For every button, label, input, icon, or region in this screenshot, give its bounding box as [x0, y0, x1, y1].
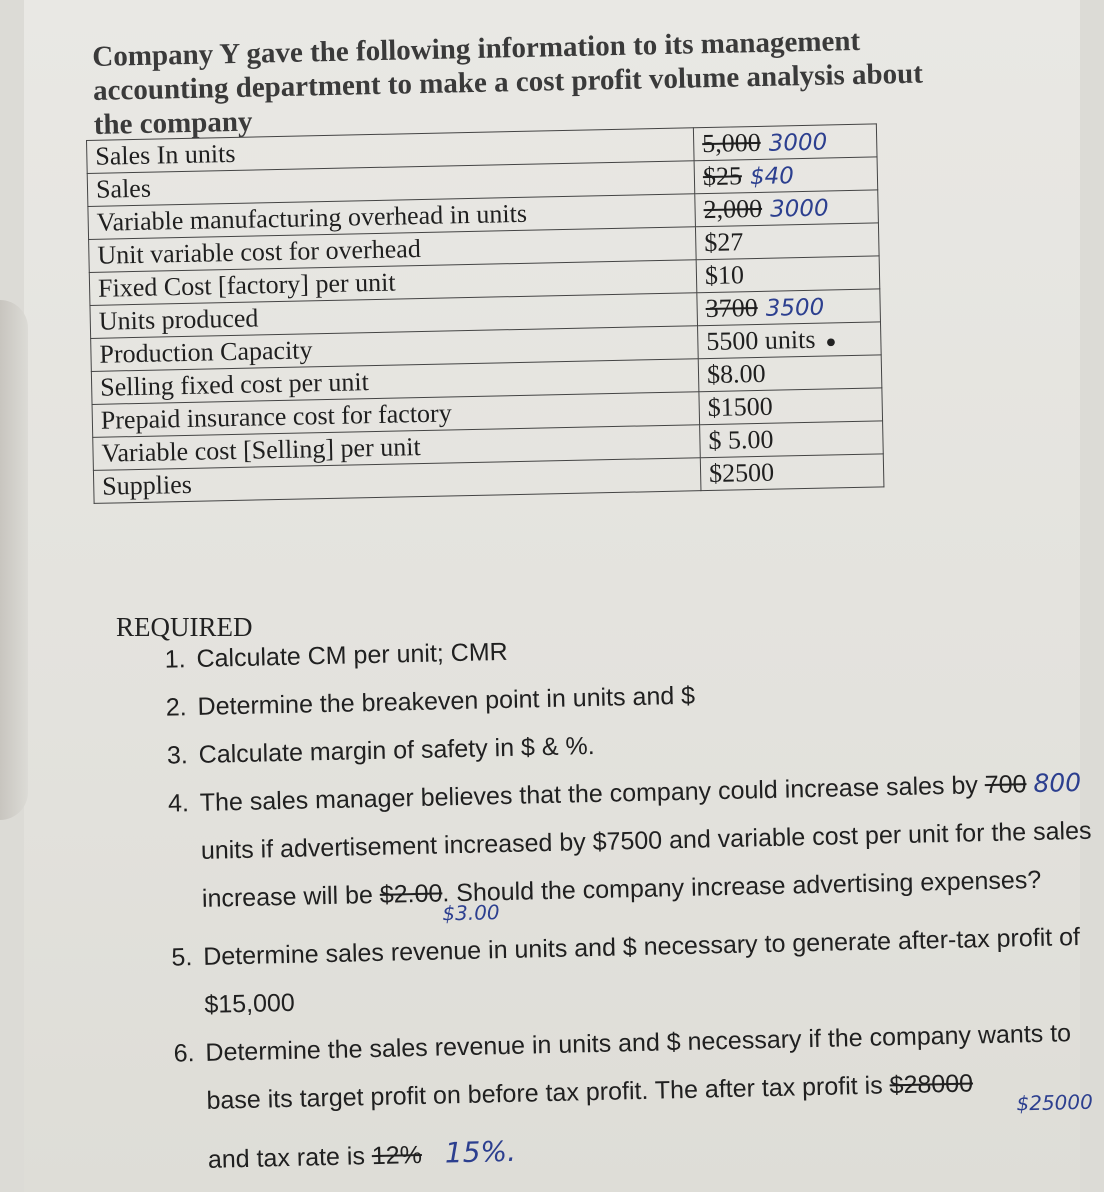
- row-value: [700, 454, 884, 491]
- row-value: [695, 223, 879, 260]
- struck-profit: $28000: [889, 1069, 974, 1100]
- info-table: [86, 123, 884, 503]
- row-label: Units produced: [90, 293, 698, 339]
- value-text: 3700: [705, 292, 758, 324]
- row-label: Variable manufacturing overhead in units: [88, 194, 696, 240]
- row-value: [698, 322, 882, 359]
- handwritten-correction: 3000: [769, 195, 829, 223]
- required-list: [150, 615, 1104, 1185]
- value-text: 2,000: [703, 193, 763, 225]
- row-label: Sales: [87, 161, 695, 207]
- row-label: Prepaid insurance cost for factory: [92, 392, 700, 438]
- struck-tax: 12%: [371, 1140, 423, 1171]
- question-1: 1. Calculate CM per unit; CMR: [192, 615, 1093, 683]
- value-text: $1500: [707, 391, 774, 423]
- row-value: [696, 256, 880, 293]
- intro-text: Company Y gave the following information to its management accounting department to make a cost profit volume analysis about the company: [92, 24, 924, 141]
- row-label: Variable cost [Selling] per unit: [93, 425, 701, 471]
- question-5: 5. Determine sales revenue in units and $ necessary to generate after-tax profit of $15,000: [199, 913, 1101, 1029]
- question-2: 2. Determine the breakeven point in units and $: [193, 663, 1094, 731]
- handwritten-increase: 800: [1033, 767, 1082, 798]
- value-text: $25: [702, 161, 743, 192]
- row-label: Unit variable cost for overhead: [89, 227, 697, 273]
- row-value: [693, 124, 877, 161]
- ink-dot-icon: ●: [825, 331, 837, 352]
- question-3: 3. Calculate margin of safety in $ & %.: [194, 711, 1095, 779]
- handwritten-profit: $25000: [1016, 1089, 1094, 1116]
- row-label: Supplies: [93, 458, 701, 504]
- value-text: $8.00: [706, 358, 766, 390]
- handwritten-correction: $40: [749, 163, 795, 191]
- handwritten-tax: 15%.: [444, 1134, 517, 1170]
- row-value: [694, 157, 878, 194]
- handwritten-correction: 3500: [765, 294, 825, 322]
- row-label: Selling fixed cost per unit: [91, 359, 699, 405]
- value-text: $10: [704, 260, 745, 291]
- row-value: [699, 388, 883, 425]
- handwritten-price: $3.00: [442, 900, 500, 926]
- row-value: [698, 355, 882, 392]
- finger-shadow: [0, 300, 28, 820]
- value-text: $2500: [708, 457, 775, 489]
- row-value: [700, 421, 884, 458]
- required-heading: REQUIRED: [116, 612, 253, 642]
- question-4: 4. The sales manager believes that the company could increase sales by 700 800 units if advertisement increased by $7500 and variable cost per unit for the sales increase will be $2.00. Should the company increase advertising expenses? $3.00: [195, 759, 1098, 933]
- row-value: [697, 289, 881, 326]
- value-text: 5500 units: [706, 324, 816, 357]
- row-label: Production Capacity: [91, 326, 699, 372]
- value-text: 5,000: [701, 127, 762, 159]
- row-label: Fixed Cost [factory] per unit: [89, 260, 697, 306]
- question-6: 6. Determine the sales revenue in units and $ necessary if the company wants to base its target profit on before tax profit. The after tax profit is $28000 $25000 and tax rate is 12% 15%.: [201, 1009, 1104, 1184]
- struck-increase: 700: [984, 770, 1027, 800]
- struck-price: $2.00: [379, 879, 443, 909]
- row-label: Sales In units: [87, 128, 695, 174]
- handwritten-correction: 3000: [768, 129, 828, 157]
- row-value: [695, 190, 879, 227]
- value-text: $27: [703, 227, 744, 258]
- value-text: $ 5.00: [708, 424, 774, 456]
